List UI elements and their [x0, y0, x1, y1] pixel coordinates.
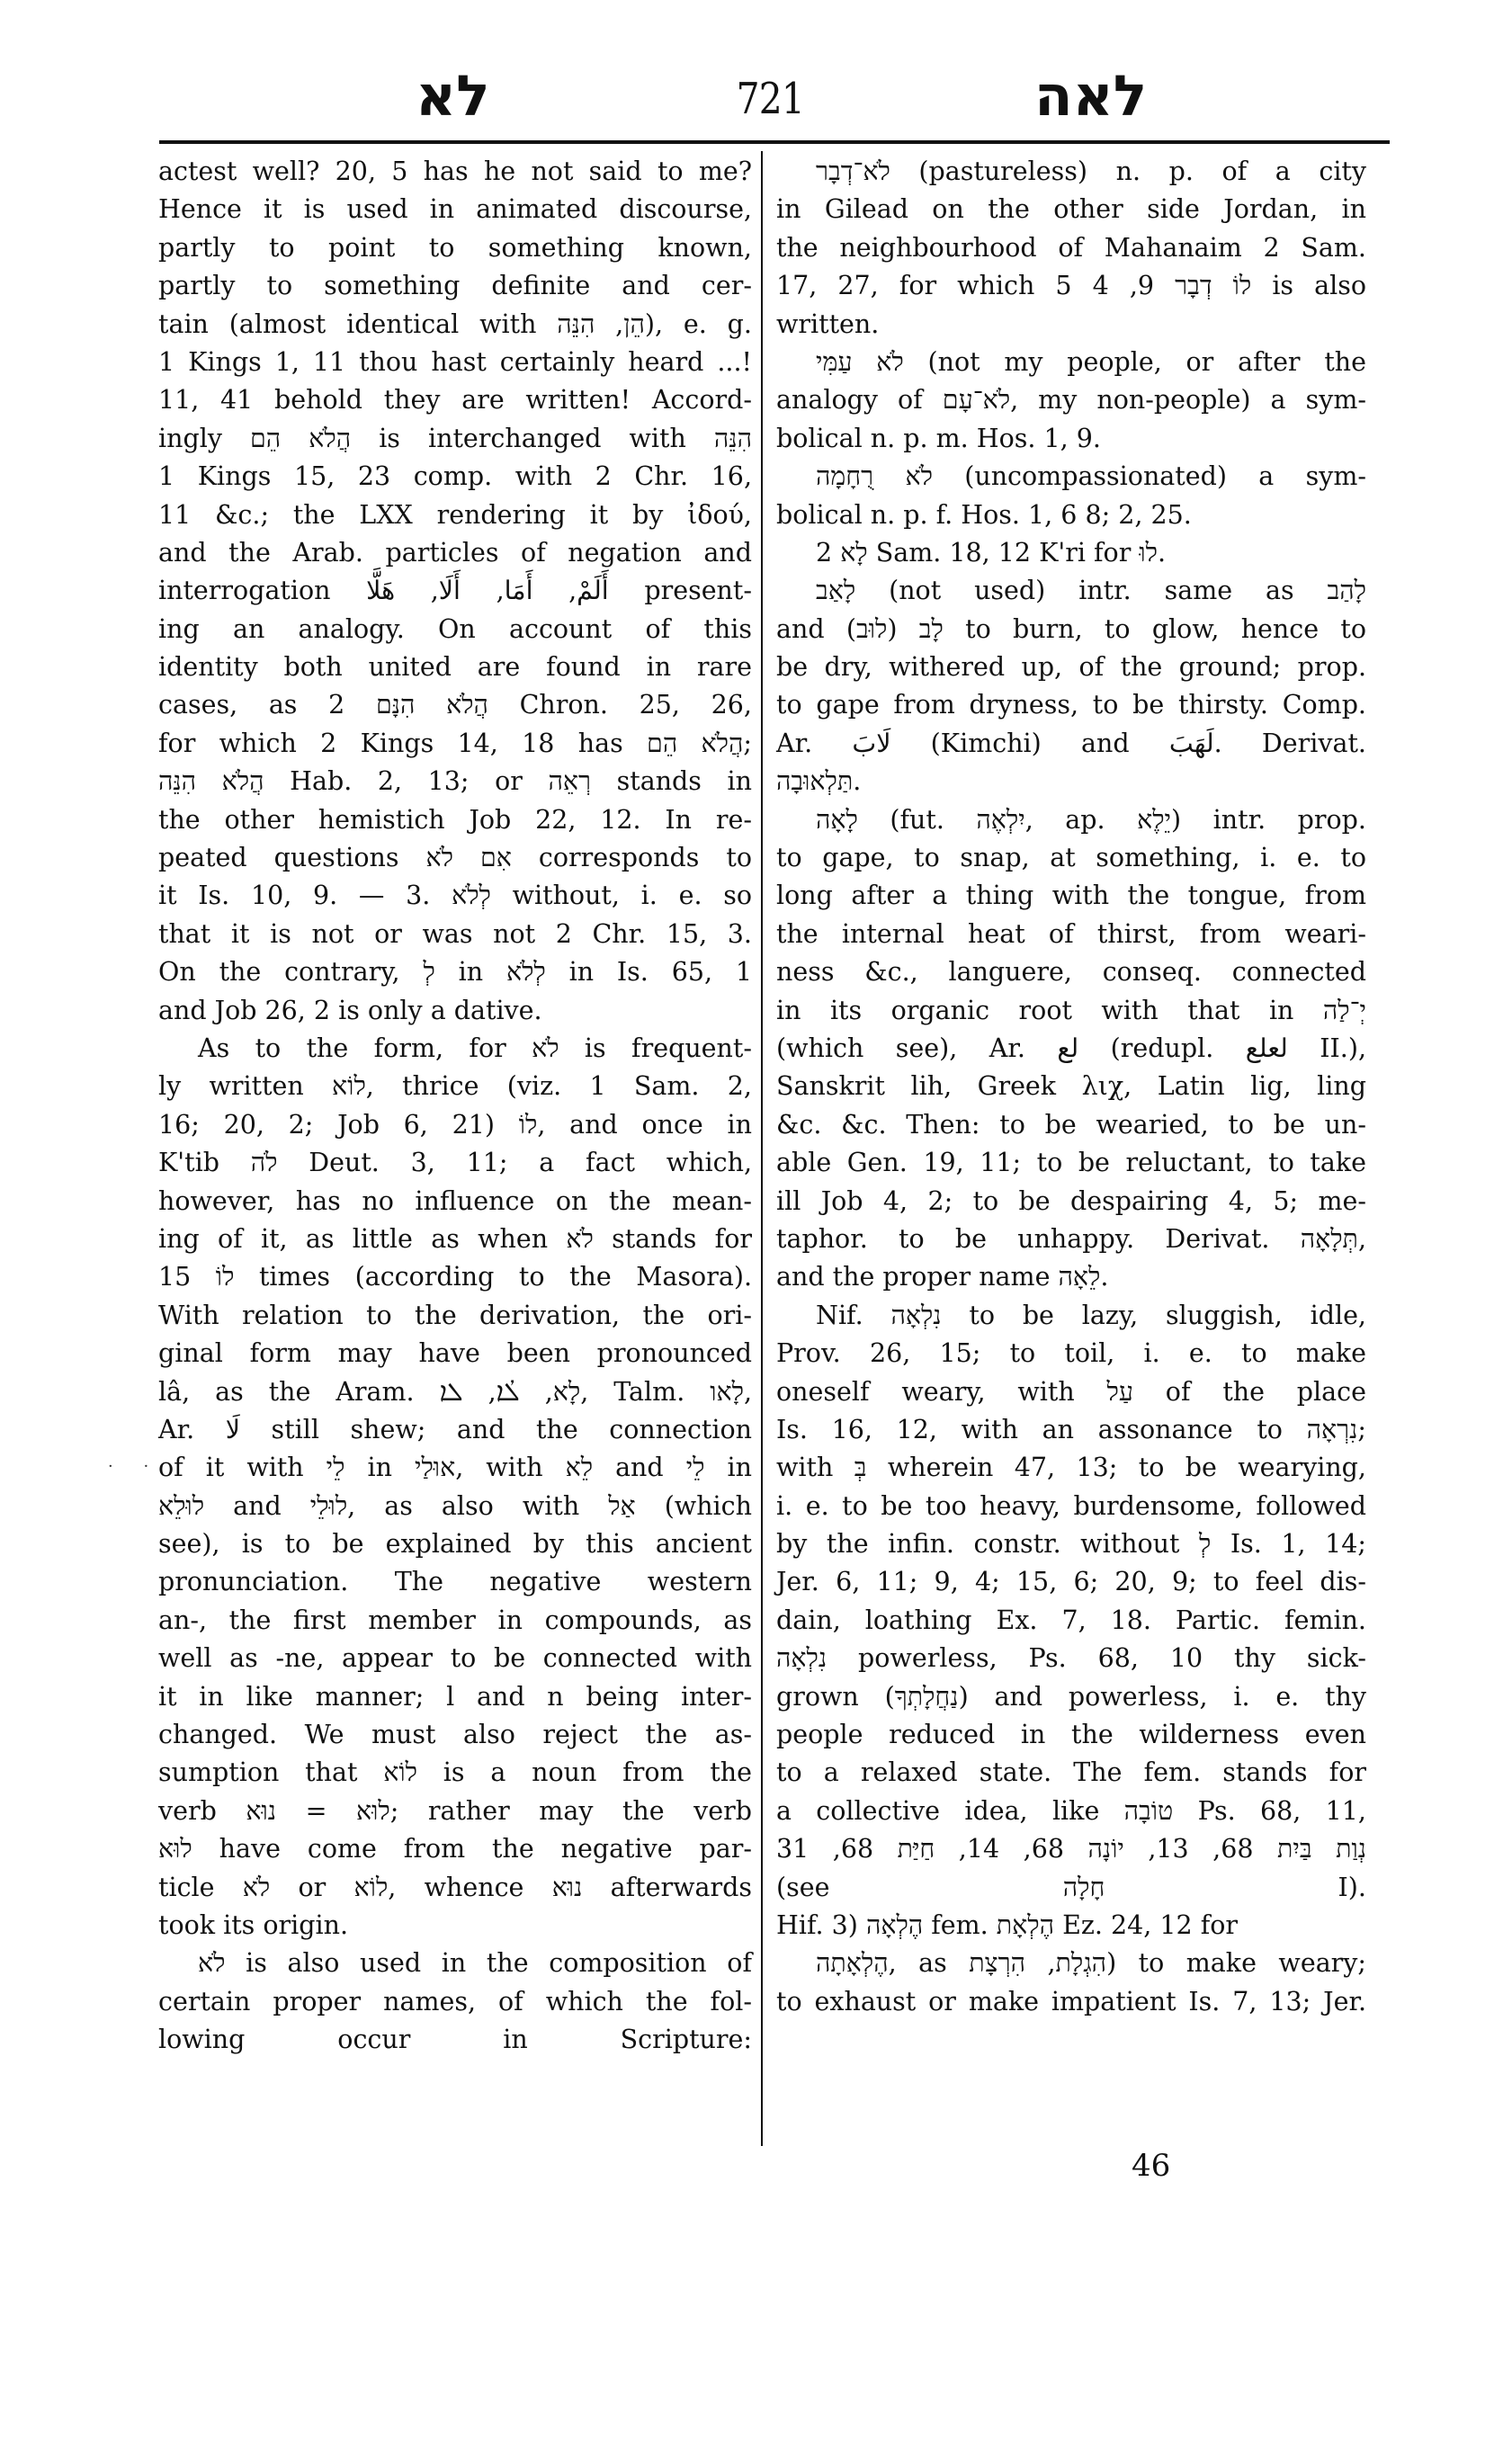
text-line: and לָב (לוּב) to burn, to glow, hence to	[776, 613, 1366, 644]
text-line: לֹא עַמִּי (not my people, or after the	[816, 346, 1366, 377]
right-running-headword: לאה	[1034, 63, 1148, 129]
text-line: i. e. to be too heavy, burdensome, followed	[776, 1490, 1366, 1521]
text-line: to exhaust or make impatient Is. 7, 13; Jer.	[776, 1986, 1366, 2016]
text-line: well as -ne, appear to be connected with	[158, 1643, 752, 1674]
text-line: תַּלְאוּבָה.	[776, 766, 862, 797]
text-line: Jer. 6, 11; 9, 4; 15, 6; 20, 9; to feel dis-	[776, 1567, 1366, 1597]
margin-marks: · ·	[108, 1457, 162, 1476]
text-line: &c. &c. Then: to be wearied, to be un-	[776, 1109, 1366, 1140]
text-line: לוֹ 15 times (according to the Masora).	[158, 1262, 752, 1292]
text-line: לָא 2 Sam. 18, 12 K'ri for לוּ.	[816, 537, 1167, 568]
text-line: 1 Kings 1, 11 thou hast certainly heard ...!	[158, 346, 752, 377]
text-line: Nif. נִלְאָה to be lazy, sluggish, idle,	[816, 1300, 1366, 1330]
left-running-headword: לא	[416, 63, 490, 129]
text-line: of it with לֵי in אוּלַי, with לֵא and לֵי in	[158, 1453, 752, 1483]
text-line: (see חָלָה I).	[776, 1872, 1366, 1902]
text-line: the other hemistich Job 22, 12. In re-	[158, 804, 752, 835]
text-line: with בְּ wherein 47, 13; to be wearying,	[776, 1453, 1366, 1483]
text-line: and Job 26, 2 is only a dative.	[158, 995, 542, 1025]
text-line: partly to something definite and cer-	[158, 271, 752, 301]
text-line: however, has no influence on the mean-	[158, 1185, 752, 1216]
text-line: 11 &c.; the LXX rendering it by ἰδού,	[158, 499, 752, 530]
text-line: 16; 20, 2; Job 6, 21) לוֹ, and once in	[158, 1109, 752, 1140]
text-line: to gape, to snap, at something, i. e. to	[776, 843, 1366, 873]
text-line: oneself weary, with עַל of the place	[776, 1376, 1366, 1407]
text-line: it in like manner; l and n being inter-	[158, 1681, 752, 1712]
text-line: lowing occur in Scripture:	[158, 2025, 752, 2055]
text-line: people reduced in the wilderness even	[776, 1720, 1366, 1750]
text-line: partly to point to something known,	[158, 232, 752, 263]
text-line: 17, 27, for which לוֹ דְבָר 9, 4 5 is also	[776, 271, 1367, 301]
text-line: לָאַב (not used) intr. same as לָהַב	[816, 576, 1366, 606]
text-line: ing of it, as little as when לֹא stands for	[158, 1223, 752, 1254]
right-column	[776, 153, 1366, 2021]
text-line: לָאָה (fut. יִלְאֶה, ap. יֵלֶא) intr. prop.	[816, 804, 1366, 835]
text-line: ing an analogy. On account of this	[158, 613, 752, 644]
text-line: in Gilead on the other side Jordan, in	[776, 194, 1366, 225]
text-line: With relation to the derivation, the ori-	[158, 1300, 752, 1330]
text-line: changed. We must also reject the as-	[158, 1720, 752, 1750]
text-line: took its origin.	[158, 1909, 349, 1940]
text-line: verb לוּא = נוּא; rather may the verb	[158, 1795, 752, 1826]
text-line: ill Job 4, 2; to be despairing 4, 5; me-	[776, 1185, 1366, 1216]
text-line: ly written לוֹא, thrice (viz. 1 Sam. 2,	[158, 1071, 752, 1102]
text-line: לֹא רֻחָמָה (uncompassionated) a sym-	[816, 461, 1366, 492]
text-line: the internal heat of thirst, from weari-	[776, 918, 1366, 949]
text-line: cases, as הֲלֹא הִנָּם 2 Chron. 25, 26,	[158, 690, 752, 720]
text-line: Hence it is used in animated discourse,	[158, 194, 752, 225]
text-line: interrogation أَلَمْ, أَمَا, أَلَا, هَلَّا present-	[158, 576, 752, 606]
text-line: לֹא־דְבָר (pastureless) n. p. of a city	[816, 156, 1366, 186]
text-line: the neighbourhood of Mahanaim 2 Sam.	[776, 232, 1366, 263]
text-line: On the contrary, לְ in לְלֹא in Is. 65, 1	[158, 957, 752, 988]
text-line: lâ, as the Aram. לָא, ܠܳܐ, ܠܐ, Talm. לָאו,	[158, 1376, 753, 1407]
text-line: K'tib לֹה Deut. 3, 11; a fact which,	[158, 1148, 753, 1178]
text-line: הֶלְאָתָה, as הִגְלָת, הִרְצָת) to make weary;	[816, 1948, 1367, 1979]
text-line: (which see), Ar. لع (redupl. لعلع II.),	[776, 1033, 1367, 1063]
text-line: identity both united are found in rare	[158, 652, 752, 683]
text-line: analogy of לֹא־עָם, my non-people) a sym-	[776, 385, 1366, 416]
text-line: see), is to be explained by this ancient	[158, 1529, 752, 1560]
text-line: bolical n. p. f. Hos. 1, 6 8; 2, 25.	[776, 499, 1192, 530]
header-rule	[159, 140, 1390, 144]
text-line: 1 Kings 15, 23 comp. with 2 Chr. 16,	[158, 461, 752, 492]
text-line: and the proper name לֵאָה.	[776, 1262, 1109, 1292]
text-line: נְוַת בַּיִת 68, 13, יוֹנָה 68, 14, חַיַּת 68, 31	[776, 1834, 1367, 1864]
text-line: Is. 16, 12, with an assonance to נִרְאָה;	[776, 1414, 1366, 1444]
text-line: לֹא is also used in the composition of	[198, 1948, 752, 1979]
text-line: for which 2 Kings 14, 18 has הֲלֹא הֵם;	[158, 728, 752, 758]
text-line: נִלְאָה powerless, Ps. 68, 10 thy sick-	[776, 1643, 1366, 1674]
text-line: that it is not or was not 2 Chr. 15, 3.	[158, 918, 752, 949]
text-line: לוּא have come from the negative par-	[158, 1834, 752, 1864]
text-line: peated questions אִם לֹא corresponds to	[158, 843, 752, 873]
text-line: As to the form, for לֹא is frequent-	[198, 1033, 752, 1063]
text-line: actest well? 20, 5 has he not said to me?	[158, 156, 752, 186]
text-line: to gape from dryness, to be thirsty. Comp.	[776, 690, 1366, 720]
text-line: ticle לֹא or לוֹא, whence נוּא afterwards	[158, 1872, 752, 1902]
text-line: bolical n. p. m. Hos. 1, 9.	[776, 423, 1101, 453]
text-line: in its organic root with that in יְ־לַה	[776, 995, 1366, 1025]
text-line: 11, 41 behold they are written! Accord-	[158, 385, 752, 416]
text-line: Sanskrit lih, Greek λιχ, Latin lig, ling	[776, 1071, 1366, 1102]
signature-mark: 46	[1132, 2148, 1171, 2184]
text-line: pronunciation. The negative western	[158, 1567, 752, 1597]
text-line: הֲלֹא הִנֵּה Hab. 2, 13; or רְאֵה stands in	[158, 766, 752, 797]
text-line: certain proper names, of which the fol-	[158, 1986, 752, 2016]
text-line: Hif. הֶלְאָה (3 fem. הֶלְאָת Ez. 24, 12 for	[776, 1909, 1239, 1940]
text-line: ness &c., languere, conseq. connected	[776, 957, 1366, 988]
text-line: grown (נַחֲלָתְךָ) and powerless, i. e. thy	[776, 1681, 1366, 1712]
text-line: ingly הֲלֹא הֵם is interchanged with הִנֵּה	[158, 423, 752, 453]
text-line: an-, the first member in compounds, as	[158, 1605, 752, 1635]
text-line: tain (almost identical with הֵן, הִנֵּה), e. g.	[158, 308, 752, 339]
text-line: לוּלֵא and לוּלֵי, as also with אַל (which	[158, 1490, 752, 1521]
column-divider	[761, 151, 763, 2146]
text-line: long after a thing with the tongue, from	[776, 881, 1366, 911]
text-line: a collective idea, like טוֹבָה Ps. 68, 11,	[776, 1795, 1366, 1826]
text-line: Prov. 26, 15; to toil, i. e. to make	[776, 1338, 1366, 1369]
text-line: to a relaxed state. The fem. stands for	[776, 1757, 1366, 1788]
page-number: 721	[736, 74, 804, 124]
text-line: it Is. 10, 9. — 3. לְלֹא without, i. e. so	[158, 881, 753, 911]
text-line: written.	[776, 308, 880, 339]
text-line: Ar. لَابَ (Kimchi) and لَهَبَ. Derivat.	[776, 728, 1366, 758]
text-line: ginal form may have been pronounced	[158, 1338, 752, 1369]
text-line: and the Arab. particles of negation and	[158, 537, 752, 568]
text-line: able Gen. 19, 11; to be reluctant, to take	[776, 1148, 1366, 1178]
text-line: Ar. لَا still shew; and the connection	[158, 1414, 752, 1444]
text-line: sumption that לוֹא is a noun from the	[158, 1757, 752, 1788]
text-line: be dry, withered up, of the ground; prop.	[776, 652, 1366, 683]
text-line: taphor. to be unhappy. Derivat. תְּלָאָה,	[776, 1223, 1366, 1254]
text-line: dain, loathing Ex. 7, 18. Partic. femin.	[776, 1605, 1366, 1635]
left-column	[158, 153, 752, 2060]
text-line: by the infin. constr. without לְ Is. 1, 14;	[776, 1529, 1366, 1560]
